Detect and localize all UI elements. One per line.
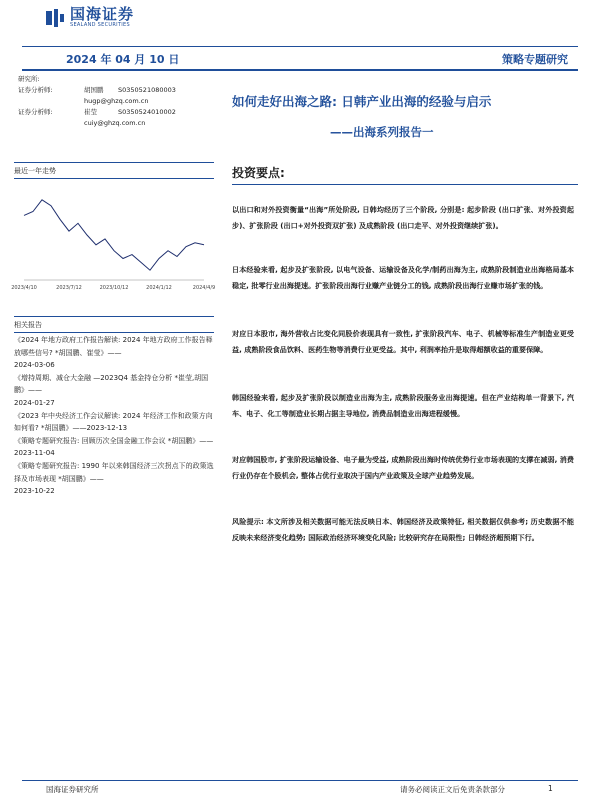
related-report-item[interactable]: 《策略专题研究报告: 1990 年以来韩国经济三次拐点下的政策选择及市场表现 *胡国鹏》—— 2023-10-22	[14, 461, 214, 496]
analyst-email[interactable]: hugp@ghzq.com.cn	[84, 97, 149, 105]
risk-warning-paragraph: 风险提示: 本文所涉及相关数据可能无法反映日本、韩国经济及政策特征, 相关数据仅供参考; 历史数据不能反映未来经济变化趋势; 国际政治经济环境变化风险; 比较研究存在局限性; 日韩经济超预期下行。	[232, 517, 574, 542]
chart-x-tick-label: 2023/10/12	[99, 285, 129, 291]
key-point-paragraph: 对应韩国股市, 扩张阶段运输设备、电子最为受益, 成熟阶段出海时传统优势行业市场表现的支撑在减弱, 消费行业仍存在个股机会, 整体占优行业取决于国内产业政策及全球产业趋势发展。	[232, 455, 574, 480]
analyst-label: 证券分析师:	[18, 86, 53, 94]
report-category: 策略专题研究	[502, 53, 568, 66]
analyst-name: 胡国鹏	[84, 86, 104, 94]
report-subtitle: ——出海系列报告一	[330, 125, 434, 139]
related-report-date: 2023-12-13	[86, 424, 128, 433]
related-divider-bottom	[14, 332, 214, 333]
page-number: 1	[548, 784, 553, 793]
chart-x-tick-label: 2023/4/10	[11, 285, 37, 291]
report-title: 如何走好出海之路: 日韩产业出海的经验与启示	[232, 94, 492, 109]
related-report-item[interactable]: 《2023 年中央经济工作会议解读: 2024 年经济工作和政策方向如何看? *胡国鹏》——2023-12-13	[14, 411, 213, 433]
research-institute-label: 研究所:	[18, 75, 40, 83]
chart-series-line	[24, 200, 204, 270]
related-report-item[interactable]: 《策略专题研究报告: 回顾历次全国金融工作会议 *胡国鹏》——2023-11-04	[14, 436, 214, 458]
company-logo	[46, 6, 134, 29]
analyst-email[interactable]: cuiy@ghzq.com.cn	[84, 119, 146, 127]
key-point-paragraph: 韩国经验来看, 起步及扩张阶段以制造业出海为主, 成熟阶段服务业出海提速。但在产业结构单一背景下, 汽车、电子、化工等制造业长期占据主导地位, 消费品制造业出海进程缓慢。	[232, 393, 574, 418]
trend-chart	[11, 180, 216, 300]
logo-icon	[46, 9, 64, 27]
key-point-paragraph: 日本经验来看, 起步及扩张阶段, 以电气设备、运输设备及化学/制药出海为主, 成熟阶段制造业出海格局基本稳定, 批零行业出海提速。扩张阶段出海行业赚产业链分工的钱, 成熟阶段出海行业赚市场扩张的钱。	[232, 265, 574, 290]
analyst-label: 证券分析师:	[18, 108, 53, 116]
related-report-date: 2024-03-06	[14, 361, 55, 370]
related-report-date: 2023-10-22	[14, 487, 55, 496]
related-report-item[interactable]: 《增持周期、减仓大金融 —2023Q4 基金持仓分析 *崔莹,胡国鹏》—— 2024-01-27	[14, 373, 209, 407]
related-title: 相关报告	[14, 321, 42, 329]
chart-x-tick-label: 2024/4/9	[192, 285, 216, 291]
related-reports-list	[14, 334, 214, 498]
chart-x-tick-label: 2023/7/12	[56, 285, 82, 291]
date-bar	[22, 46, 578, 71]
analyst-cert: S0350524010002	[118, 108, 176, 116]
trend-divider	[14, 162, 214, 163]
analyst-block	[14, 74, 214, 129]
footer-institute: 国海证券研究所	[46, 785, 99, 794]
logo-text-cn: 国海证券	[70, 5, 135, 23]
related-report-date: 2023-11-04	[14, 449, 55, 458]
chart-x-tick-label: 2024/1/12	[146, 285, 172, 291]
analyst-name: 崔莹	[84, 108, 97, 116]
key-points-heading: 投资要点:	[232, 166, 285, 180]
related-divider	[14, 316, 214, 317]
analyst-cert: S0350521080003	[118, 86, 176, 94]
key-point-paragraph: 以出口和对外投资衡量“出海”所处阶段, 日韩均经历了三个阶段, 分别是: 起步阶段 (出口扩张、对外投资起步)、扩张阶段 (出口+对外投资双扩张) 及成熟阶段 (出口走平、对外投资继续扩张)。	[232, 205, 574, 230]
trend-title: 最近一年走势	[14, 167, 56, 175]
trend-divider-bottom	[14, 178, 214, 179]
key-point-paragraph: 对应日本股市, 海外营收占比变化同股价表现具有一致性, 扩张阶段汽车、电子、机械等标准生产制造业更受益, 成熟阶段食品饮料、医药生物等消费行业更受益。其中, 利润率抬升是取得超额收益的重要保障。	[232, 329, 574, 354]
logo-text-en: SEALAND SECURITIES	[70, 22, 130, 28]
related-report-item[interactable]: 《2024 年地方政府工作报告解读: 2024 年地方政府工作报告释放哪些信号? *胡国鹏、崔莹》—— 2024-03-06	[14, 336, 213, 370]
report-date: 2024 年 04 月 10 日	[66, 53, 180, 66]
footer-divider	[22, 780, 578, 781]
related-report-date: 2024-01-27	[14, 398, 55, 407]
footer-disclaimer: 请务必阅读正文后免责条款部分	[400, 785, 505, 794]
key-points-divider	[232, 184, 578, 185]
